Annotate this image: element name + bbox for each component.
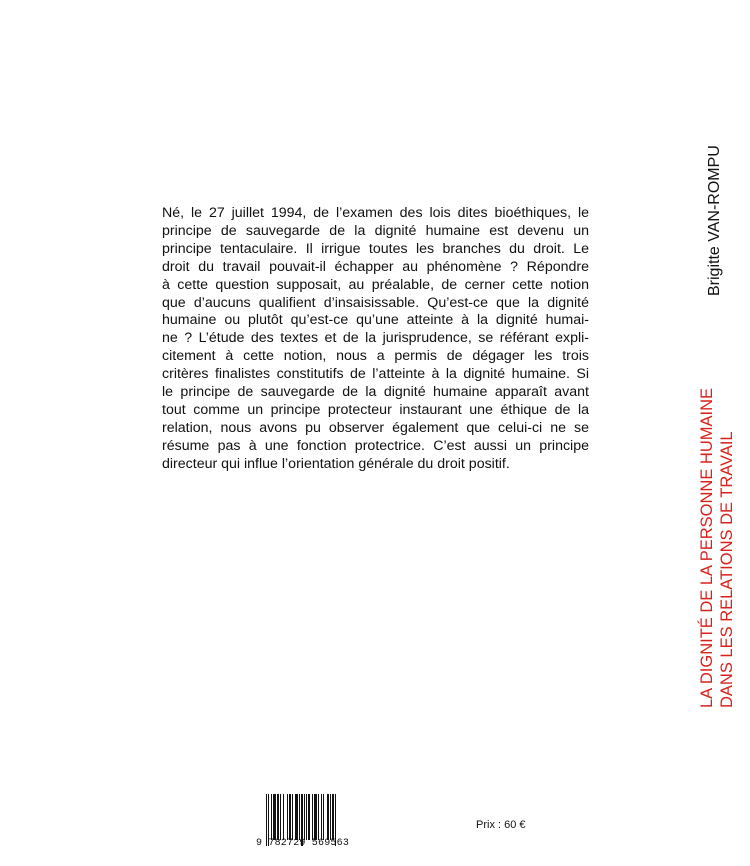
barcode-bar (295, 794, 298, 840)
isbn-barcode (256, 794, 356, 854)
price-label: Prix : 60 € (476, 819, 526, 831)
blurb-line: humaine ou plutôt qu’est-ce qu’une atteinte à la dignité humai- (162, 312, 589, 329)
barcode-bar (306, 794, 307, 840)
blurb-line: tout comme un principe protecteur instaurant une éthique de la (162, 401, 589, 418)
back-cover-blurb (162, 205, 589, 474)
barcode-bar (318, 794, 319, 840)
barcode-bar (283, 794, 284, 840)
blurb-line: droit du travail pouvait-il échapper au phénomène ? Répondre (162, 258, 589, 275)
spine-title-line-2: DANS LES RELATIONS DE TRAVAIL (718, 431, 736, 708)
blurb-line: directeur qui influe l’orientation générale du droit positif. (162, 455, 510, 472)
blurb-line: principe tentaculaire. Il irrigue toutes les branches du droit. Le (162, 240, 589, 257)
barcode-digits: 9 782729 569563 (256, 838, 350, 849)
barcode-bar (273, 794, 276, 840)
barcode-bar (289, 794, 291, 840)
barcode-bar (304, 794, 305, 840)
blurb-line: Né, le 27 juillet 1994, de l’examen des lois dites bioéthiques, le (162, 205, 589, 221)
blurb-line: critères finalistes constitutifs de l’atteinte à la dignité humaine. Si (162, 366, 589, 383)
barcode-bar (271, 794, 272, 840)
barcode-bar (332, 794, 334, 840)
blurb-line: résume pas à une fonction protectrice. C’est aussi un principe (162, 437, 589, 454)
blurb-line: relation, nous avons pu observer également que celui-ci ne se (162, 419, 589, 436)
barcode-bar (323, 794, 324, 840)
barcode-bar (277, 794, 279, 840)
barcode-bar (292, 794, 293, 840)
blurb-line: ne ? L’étude des textes et de la jurisprudence, se référant expli- (162, 330, 589, 347)
blurb-line: le principe de sauvegarde de la dignité humaine apparaît avant (162, 384, 589, 401)
barcode-bar (314, 794, 317, 840)
spine-title-line-1: LA DIGNITÉ DE LA PERSONNE HUMAINE (698, 388, 716, 708)
barcode-bar (299, 794, 300, 840)
spine-title-block (697, 388, 737, 708)
blurb-line: citement à cette notion, nous a permis de dégager les trois (162, 348, 589, 365)
barcode-bar (308, 794, 310, 840)
barcode-bar (280, 794, 281, 840)
blurb-line: à cette question supposait, au préalable, de cerner cette notion (162, 276, 589, 293)
blurb-line: que d’aucuns qualifient d’insaisissable. Qu’est-ce que la dignité (162, 294, 589, 311)
barcode-bar (330, 794, 331, 840)
spine-author-text: Brigitte VAN-ROMPU (706, 145, 723, 296)
barcode-bar (327, 794, 329, 840)
barcode-bar (321, 794, 322, 840)
barcode-bar (312, 794, 313, 840)
blurb-line: principe de sauvegarde de la dignité humaine est devenu un (162, 222, 589, 239)
barcode-bar (287, 794, 288, 840)
